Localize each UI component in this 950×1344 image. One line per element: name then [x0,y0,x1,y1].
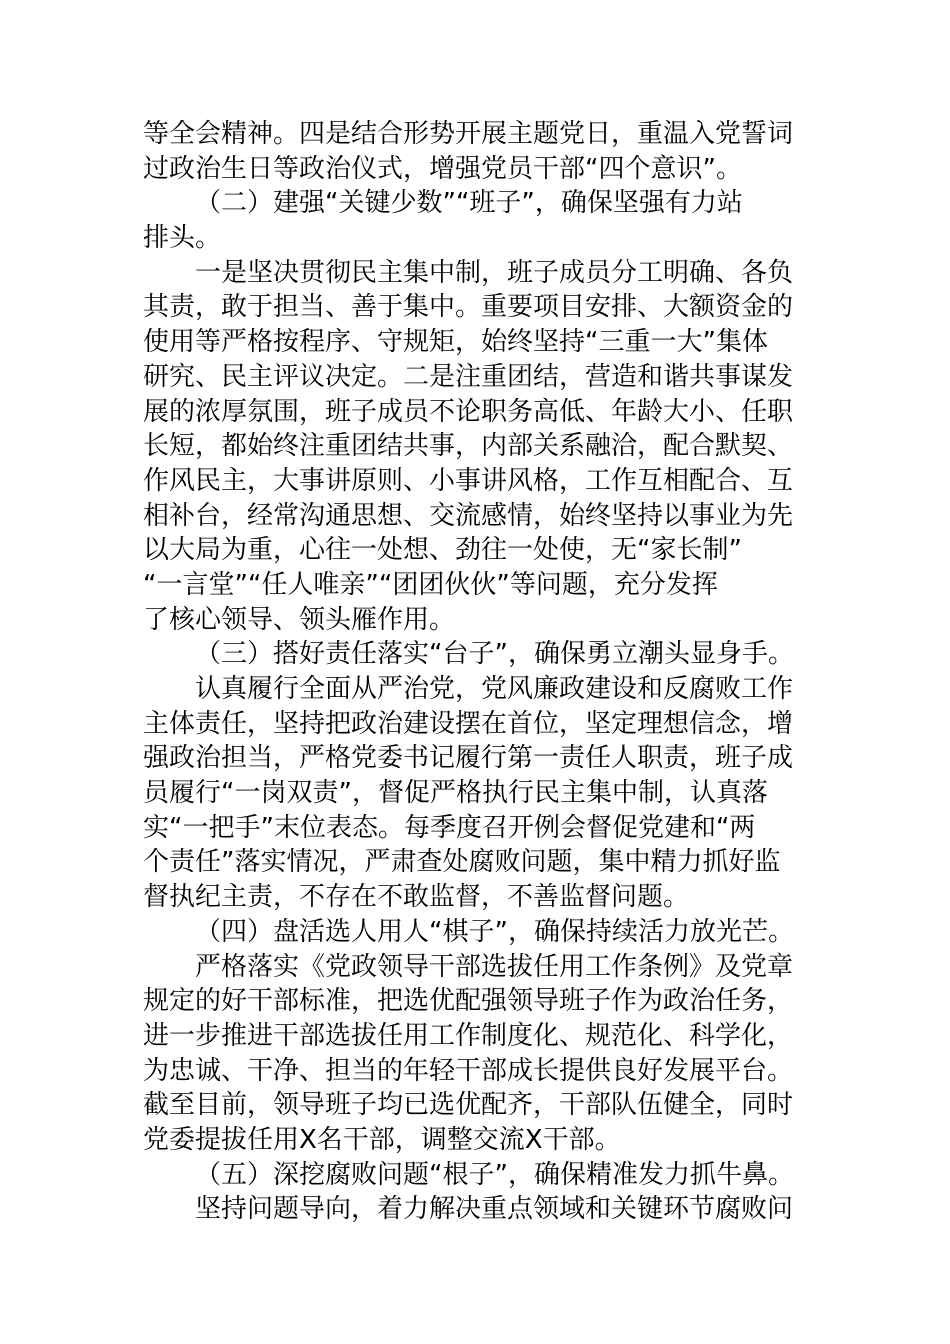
text-line: 为忠诚、干净、担当的年轻干部成长提供良好发展平台。 [143,1055,794,1086]
text-line: 研究、民主评议决定。二是注重团结，营造和谐共事谋发 [143,361,794,392]
text-line: 截至目前，领导班子均已选优配齐，干部队伍健全，同时 [143,1090,794,1121]
text-line: 进一步推进干部选拔任用工作制度化、规范化、科学化， [143,1020,794,1051]
text-line: 排头。 [143,223,222,254]
text-line: 使用等严格按程序、守规矩，始终坚持“三重一大”集体 [143,327,768,358]
text-line: 认真履行全面从严治党，党风廉政建设和反腐败工作 [195,674,794,704]
text-line: 规定的好干部标准，把选优配强领导班子作为政治任务， [143,986,794,1017]
text-line: 长短，都始终注重团结共事，内部关系融洽，配合默契、 [143,431,794,462]
text-line: “一言堂”“任人唯亲”“团团伙伙”等问题，充分发挥 [143,569,718,600]
text-line: 一是坚决贯彻民主集中制，班子成员分工明确、各负 [195,257,794,288]
text-line: 展的浓厚氛围，班子成员不论职务高低、年龄大小、任职 [143,396,794,427]
text-line: 强政治担当，严格党委书记履行第一责任人职责，班子成 [143,743,794,774]
text-line: 坚持问题导向，着力解决重点领域和关键环节腐败问 [195,1194,794,1225]
text-line: （二）建强“关键少数”“班子”，确保坚强有力站 [195,188,743,219]
text-line: （三）搭好责任落实“台子”，确保勇立潮头显身手。 [195,639,794,670]
text-line: 以大局为重，心往一处想、劲往一处使，无“家长制” [143,535,742,566]
text-line: 督执纪主责，不存在不敢监督，不善监督问题。 [143,882,690,913]
text-line: 等全会精神。四是结合形势开展主题党日，重温入党誓词 [143,119,794,149]
text-line: 党委提拔任用X名干部，调整交流X干部。 [143,1124,621,1155]
text-line: 了核心领导、领头雁作用。 [143,604,456,635]
text-line: （五）深挖腐败问题“根子”，确保精准发力抓牛鼻。 [195,1159,794,1190]
text-line: 主体责任，坚持把政治建设摆在首位，坚定理想信念，增 [143,708,794,739]
text-line: 过政治生日等政治仪式，增强党员干部“四个意识”。 [143,153,742,184]
text-line: 作风民主，大事讲原则、小事讲风格，工作互相配合、互 [143,465,794,496]
document-page [143,117,807,1227]
text-line: 实“一把手”末位表态。每季度召开例会督促党建和“两 [143,812,756,843]
text-line: （四）盘活选人用人“棋子”，确保持续活力放光芒。 [195,916,794,947]
text-line: 严格落实《党政领导干部选拔任用工作条例》及党章 [195,951,794,982]
text-line: 个责任”落实情况，严肃查处腐败问题，集中精力抓好监 [143,847,781,878]
text-line: 员履行“一岗双责”，督促严格执行民主集中制，认真落 [143,778,768,809]
text-line: 相补台，经常沟通思想、交流感情，始终坚持以事业为先 [143,500,794,531]
text-line: 其责，敢于担当、善于集中。重要项目安排、大额资金的 [143,292,794,323]
